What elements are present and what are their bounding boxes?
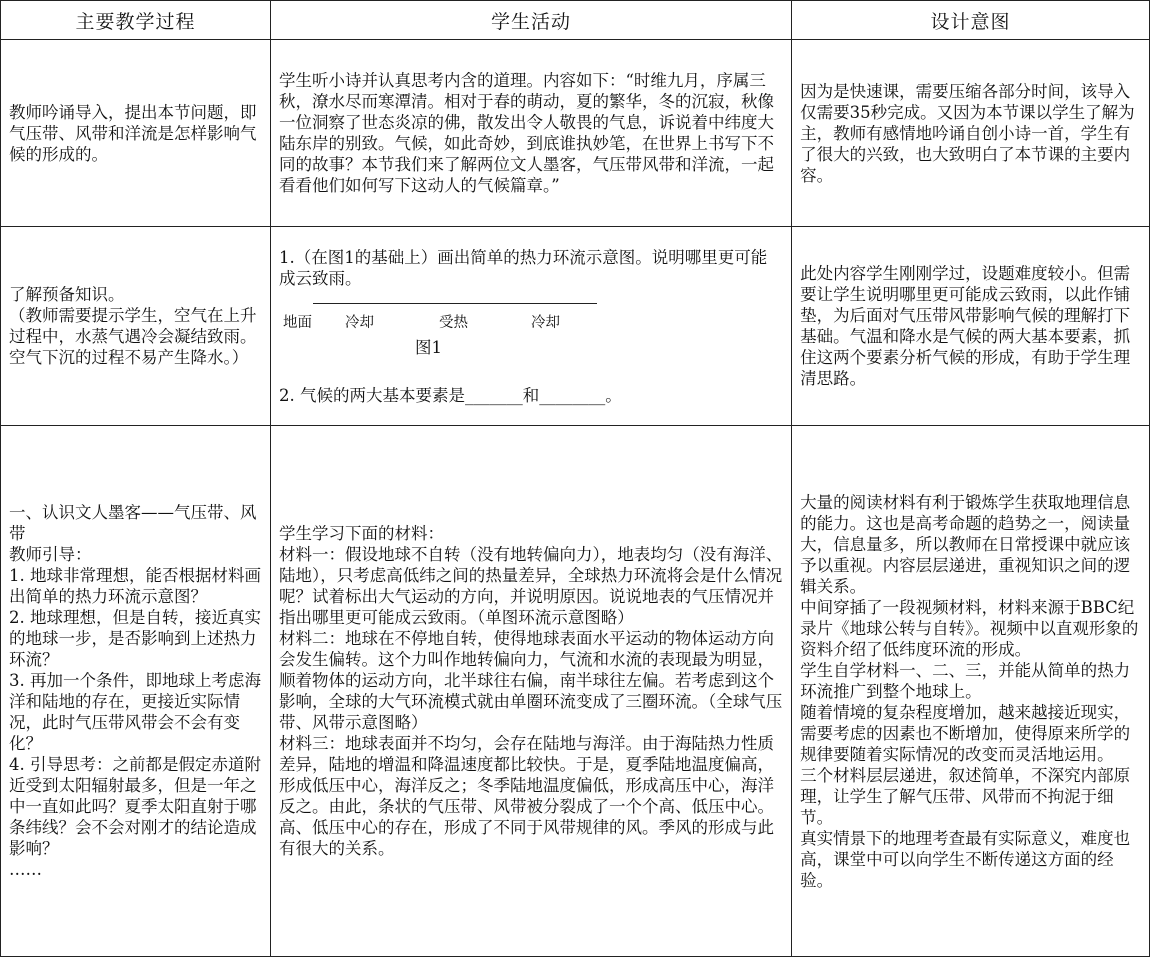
intent-text: 因为是快速课，需要压缩各部分时间，该导入仅需要35秒完成。又因为本节课以学生了解为主，教师有感情地吟诵自创小诗一首，学生有了很大的兴致，也大致明白了本节课的主要内容。	[800, 81, 1135, 185]
header-process: 主要教学过程	[1, 1, 271, 40]
figure-label-cooling-right: 冷却	[530, 314, 560, 331]
header-activity: 学生活动	[270, 1, 791, 40]
table-row	[1, 40, 1150, 227]
intent-text: 此处内容学生刚刚学过，设题难度较小。但需要让学生说明哪里更可能成云致雨，以此作铺垫，为后面对气压带风带影响气候的理解打下基础。气温和降水是气候的两大基本要素，抓住这两个要素分析气候的形成，有助于学生理清思路。	[800, 264, 1131, 388]
intent-cell	[792, 227, 1150, 426]
activity-cell	[270, 227, 791, 426]
figure-label-heating: 受热	[438, 314, 468, 331]
table-row	[1, 227, 1150, 426]
intent-cell	[792, 426, 1150, 957]
activity-text: 学生学习下面的材料： 材料一：假设地球不自转（没有地转偏向力），地表均匀（没有海洋、陆地），只考虑高低纬之间的热量差异，全球热力环流将会是什么情况呢？试着标出大气运动的方向，并说明原因。说说地表的气压情况并指出哪里更可能成云致雨。（单图环流示意图略） 材料二：地球在不停地自转，使得地球表面水平运动的物体运动方向会发生偏转。这个力叫作地转偏向力，气流和水流的表现最为明显，顺着物体的运动方向，北半球往右偏，南半球往左偏。若考虑到这个影响，全球的大气环流模式就由单圈环流变成了三圈环流。（全球气压带、风带示意图略） 材料三：地球表面并不均匀，会存在陆地与海洋。由于海陆热力性质差异，陆地的增温和降温速度都比较快。于是，夏季陆地温度偏高，形成低压中心，海洋反之；冬季陆地温度偏低，形成高压中心，海洋反之。由此，条状的气压带、风带被分裂成了一个个高、低压中心。高、低压中心的存在，形成了不同于风带规律的风。季风的形成与此有很大的关系。	[278, 524, 783, 858]
activity-cell	[270, 40, 791, 227]
process-text: 教师吟诵导入，提出本节问题，即气压带、风带和洋流是怎样影响气候的形成的。	[9, 102, 257, 164]
figure-caption: 图1	[414, 337, 442, 357]
process-cell	[1, 227, 271, 426]
process-cell	[1, 426, 271, 957]
table-row	[1, 426, 1150, 957]
activity-question-2: 2. 气候的两大基本要素是_______和________。	[278, 385, 622, 405]
intent-text: 大量的阅读材料有利于锻炼学生获取地理信息的能力。这也是高考命题的趋势之一，阅读量大，信息量多，所以教师在日常授课中就应该予以重视。内容层层递进，重视知识之间的逻辑关系。 中间穿插了一段视频材料，材料来源于BBC纪录片《地球公转与自转》。视频中以直观形象的资料介绍了低纬度环流的形成。 学生自学材料一、二、三，并能从简单的热力环流推广到整个地球上。 随着情境的复杂程度增加，越来越接近现实，需要考虑的因素也不断增加，使得原来所学的规律要随着实际情况的改变而灵活地运用。 三个材料层层递进，叙述简单，不深究内部原理，让学生了解气压带、风带而不拘泥于细节。 真实情景下的地理考查最有实际意义，难度也高，课堂中可以向学生不断传递这方面的经验。	[800, 492, 1139, 890]
activity-question-1: 1.（在图1的基础上）画出简单的热力环流示意图。说明哪里更可能成云致雨。	[278, 247, 768, 288]
activity-cell	[270, 426, 791, 957]
header-intent: 设计意图	[792, 1, 1150, 40]
process-text: 了解预备知识。 （教师需要提示学生，空气在上升过程中，水蒸气遇冷会凝结致雨。空气下沉的过程不易产生降水。）	[9, 285, 257, 367]
figure-label-ground: 地面	[282, 314, 312, 331]
thermal-circulation-figure	[279, 299, 783, 385]
header-row	[1, 1, 1150, 40]
intent-cell	[792, 40, 1150, 227]
figure-label-cooling-left: 冷却	[344, 314, 374, 331]
activity-text: 学生听小诗并认真思考内含的道理。内容如下：“时维九月，序属三秋，潦水尽而寒潭清。相对于春的萌动，夏的繁华，冬的沉寂，秋像一位洞察了世态炎凉的佛，散发出令人敬畏的气息，诉说着中纬度大陆东岸的别致。气候，如此奇妙，到底谁执妙笔，在世界上书写下不同的故事？本节我们来了解两位文人墨客，气压带风带和洋流，一起看看他们如何写下这动人的气候篇章。”	[278, 71, 774, 195]
process-text: 一、认识文人墨客——气压带、风带 教师引导： 1. 地球非常理想，能否根据材料画出简单的热力环流示意图？ 2. 地球理想，但是自转，接近真实的地球一步，是否影响到上述热力环流？ 3. 再加一个条件，即地球上考虑海洋和陆地的存在，更接近实际情况，此时气压带风带会不会有变化？ 4. 引导思考：之前都是假定赤道附近受到太阳辐射最多，但是一年之中一直如此吗？夏季太阳直射于哪条纬线？会不会对刚才的结论造成影响？ ……	[9, 503, 261, 879]
ground-line	[313, 303, 597, 304]
process-cell	[1, 40, 271, 227]
